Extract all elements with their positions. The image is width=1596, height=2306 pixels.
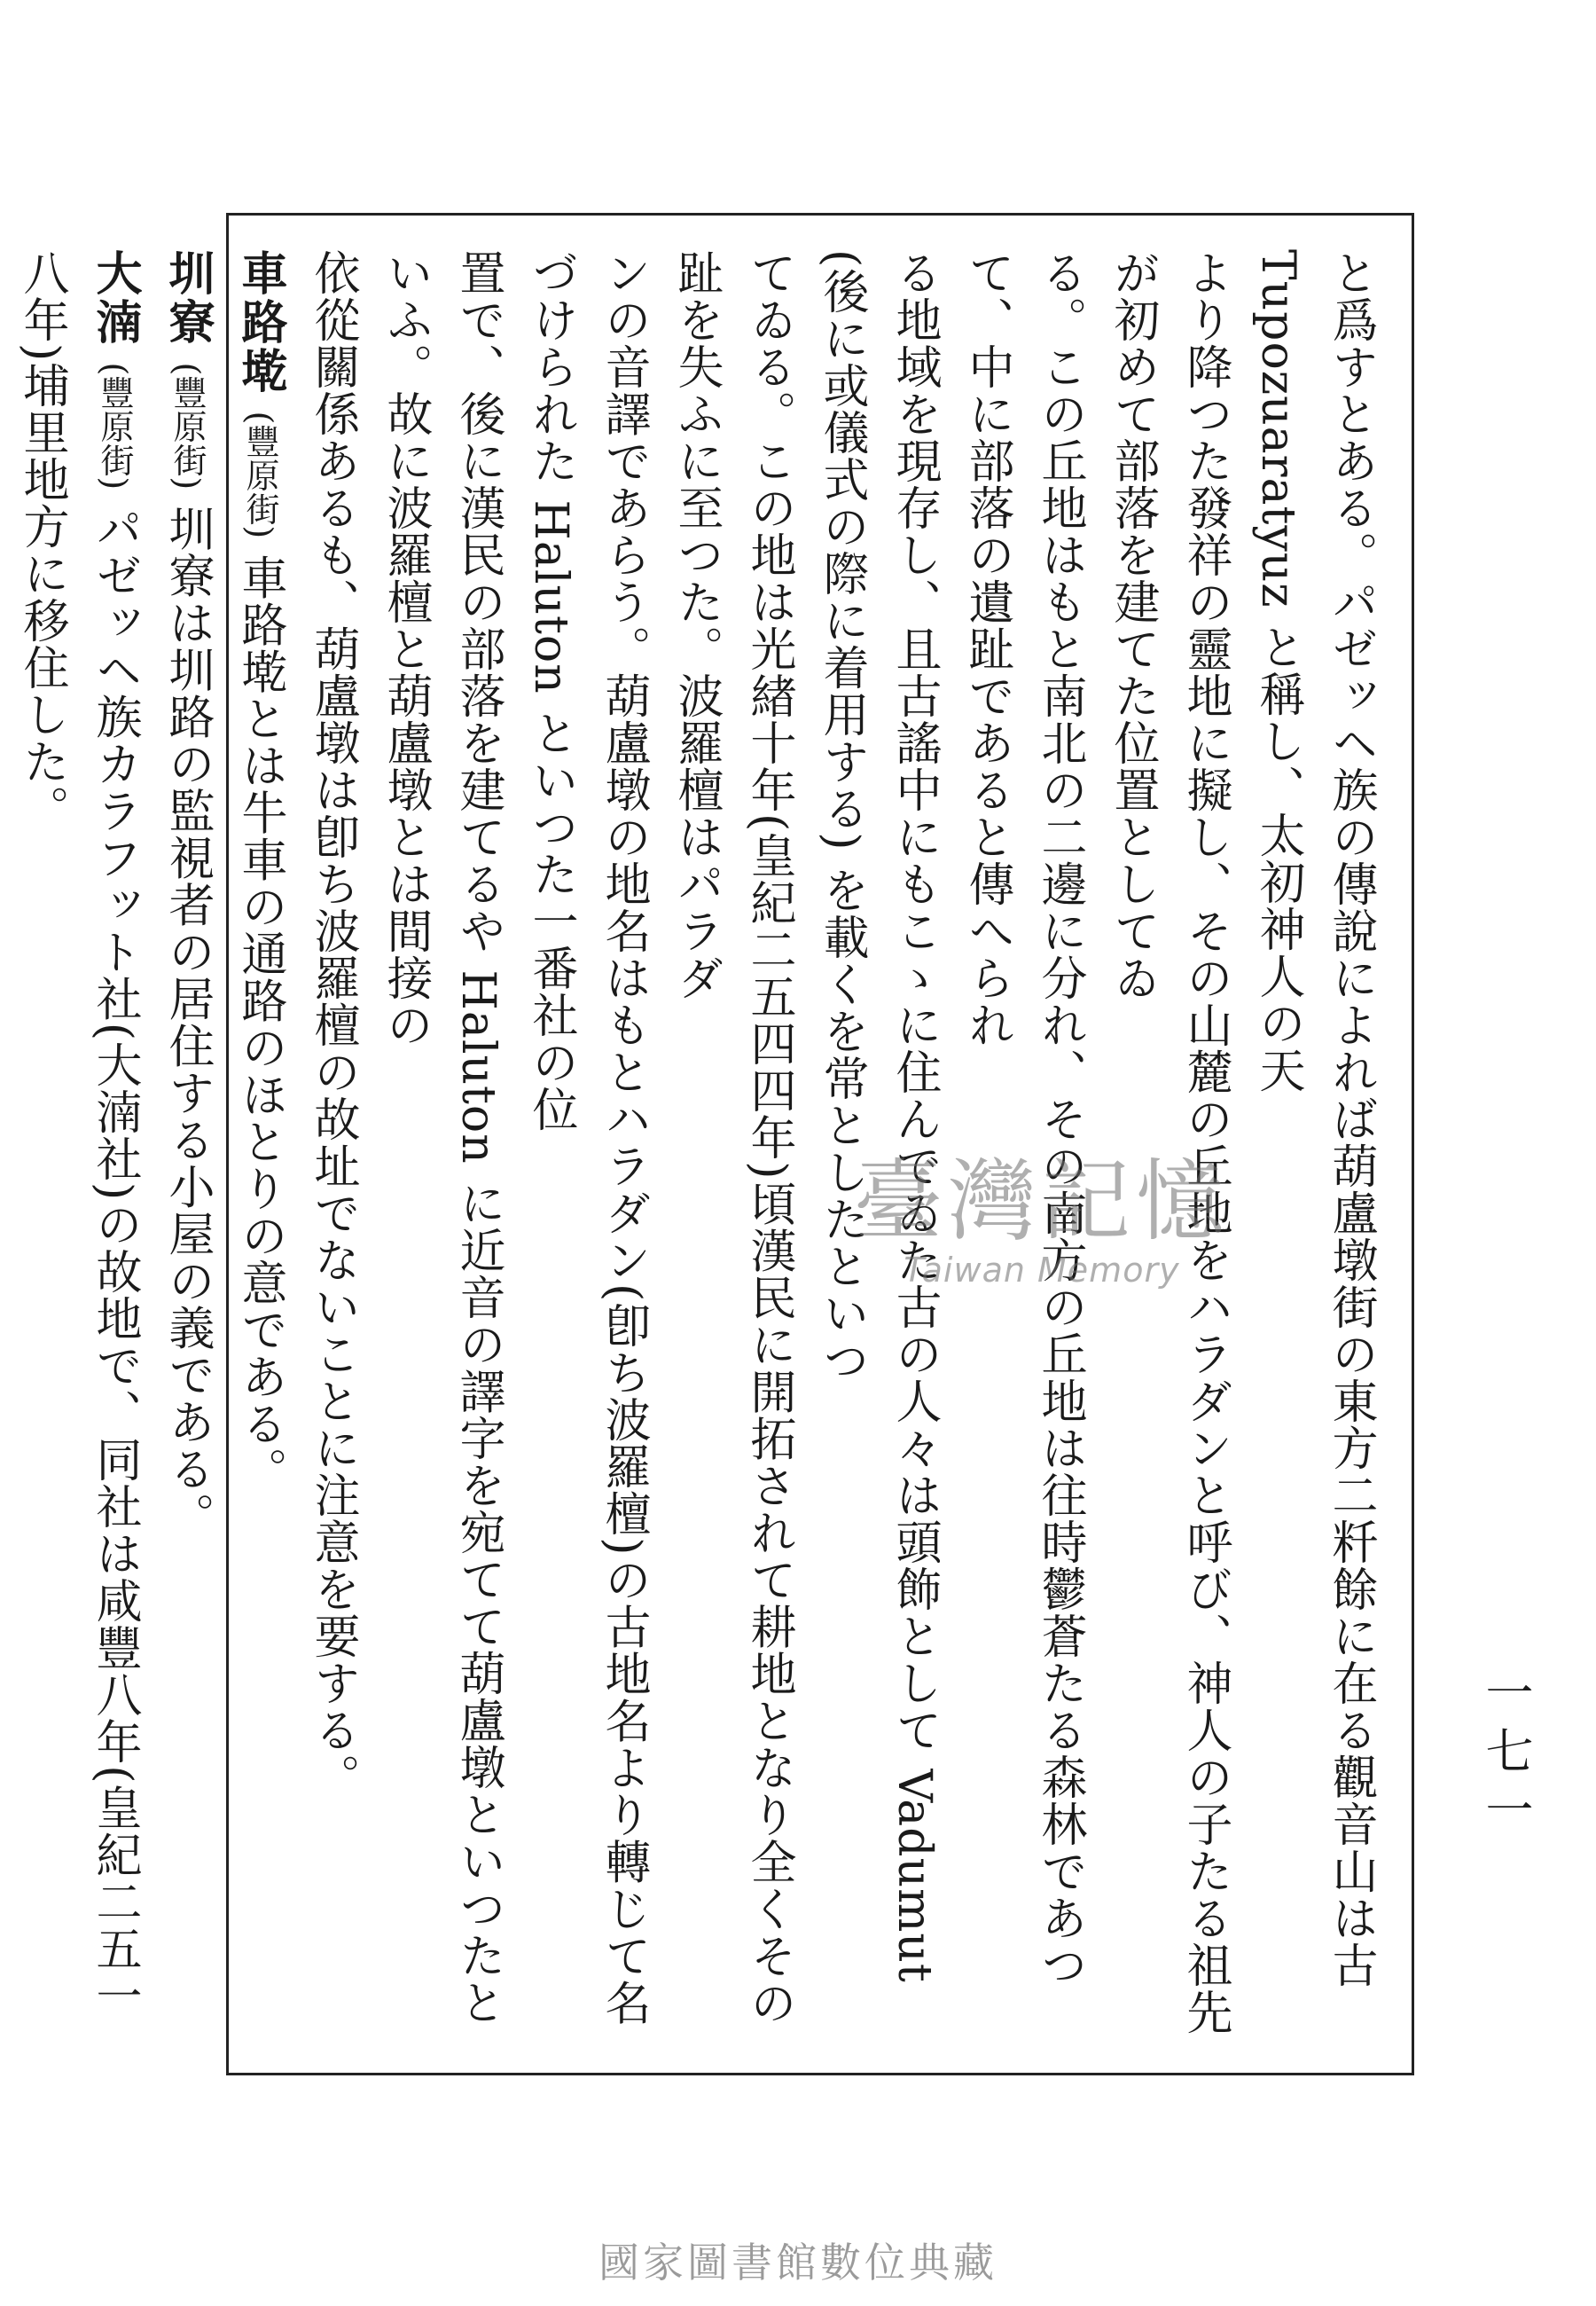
watermark-subtitle: Taiwan Memory [904,1251,1180,1290]
entry-heading: 車路墘 [233,249,287,396]
text-line: る。この丘地はもと南北の二邊に分れ、その南方の丘地は往時鬱蒼たる森林であつて、中に部落の遺趾であると傳へられ [960,249,1086,1988]
text-line: る地域を現存し、且古謠中にもこゝに住んでゐた古の人々は頭飾として Vadumut (後に或儀式の際に着用する) を載くを常としたといつ [815,249,941,1983]
entry-line [0,249,5,2041]
entry-heading: 大湳 [88,249,142,347]
footer-credit: 國家圖書館數位典藏 [598,2239,998,2286]
watermark-title: 臺灣記憶 [854,1149,1230,1253]
entry-location-note: (豐原街) [240,411,279,539]
page-frame [15,213,1414,2075]
text-line: 依從關係あるも、葫盧墩は卽ち波羅檀の故址でないことに注意を要する。 [306,249,359,1800]
entry-text: パゼッヘ族カラフット社(大湳社)の故地で、同社は咸豐八年(皇紀二五一八年)埔里地方に移住した。 [15,249,141,2020]
text-line: てゐる。この地は光緖十年(皇紀二五四四年)頃漢民に開拓されて耕地となり全くその趾を失ふに至つた。波羅檀はパラダ [669,249,795,2027]
entry-text: 圳寮は圳路の監視者の居住する小屋の義である。 [160,505,214,1540]
entry-line [5,249,151,2041]
page-number: 一七一 [1478,1667,1534,1843]
text-line: 置で、後に漢民の部落を建てるや Haluton に近音の譯字を宛てて葫盧墩といつたといふ。故に波羅檀と葫盧墩とは間接の [379,249,505,2027]
text-line: より降つた發祥の靈地に擬し、その山麓の丘地をハラダンと呼び、神人の子たる祖先が初めて部落を建てた位置としてゐ [1106,249,1232,2035]
text-line: ンの音譯であらう。葫盧墩の地名はもとハラダン(卽ち波羅檀)の古地名より轉じて名づけられた Haluton といつた一番社の位 [524,249,650,2027]
entry-location-note: (豐原街) [95,362,134,490]
entry-location-note: (豐原街) [168,362,207,490]
entry-line [151,249,223,2041]
text-line: と爲すとある。パゼッヘ族の傳說によれば葫盧墩街の東方二粁餘に在る觀音山は古 Tupozuaratyuz と稱し、太初神人の天 [1251,249,1377,1988]
entry-heading: 圳寮 [160,249,215,347]
entry-line [223,249,296,2041]
vertical-text-block [0,249,1387,2041]
entry-text: 車路墘とは牛車の通路のほとりの意である。 [233,553,286,1494]
watermark [794,1149,1290,1290]
